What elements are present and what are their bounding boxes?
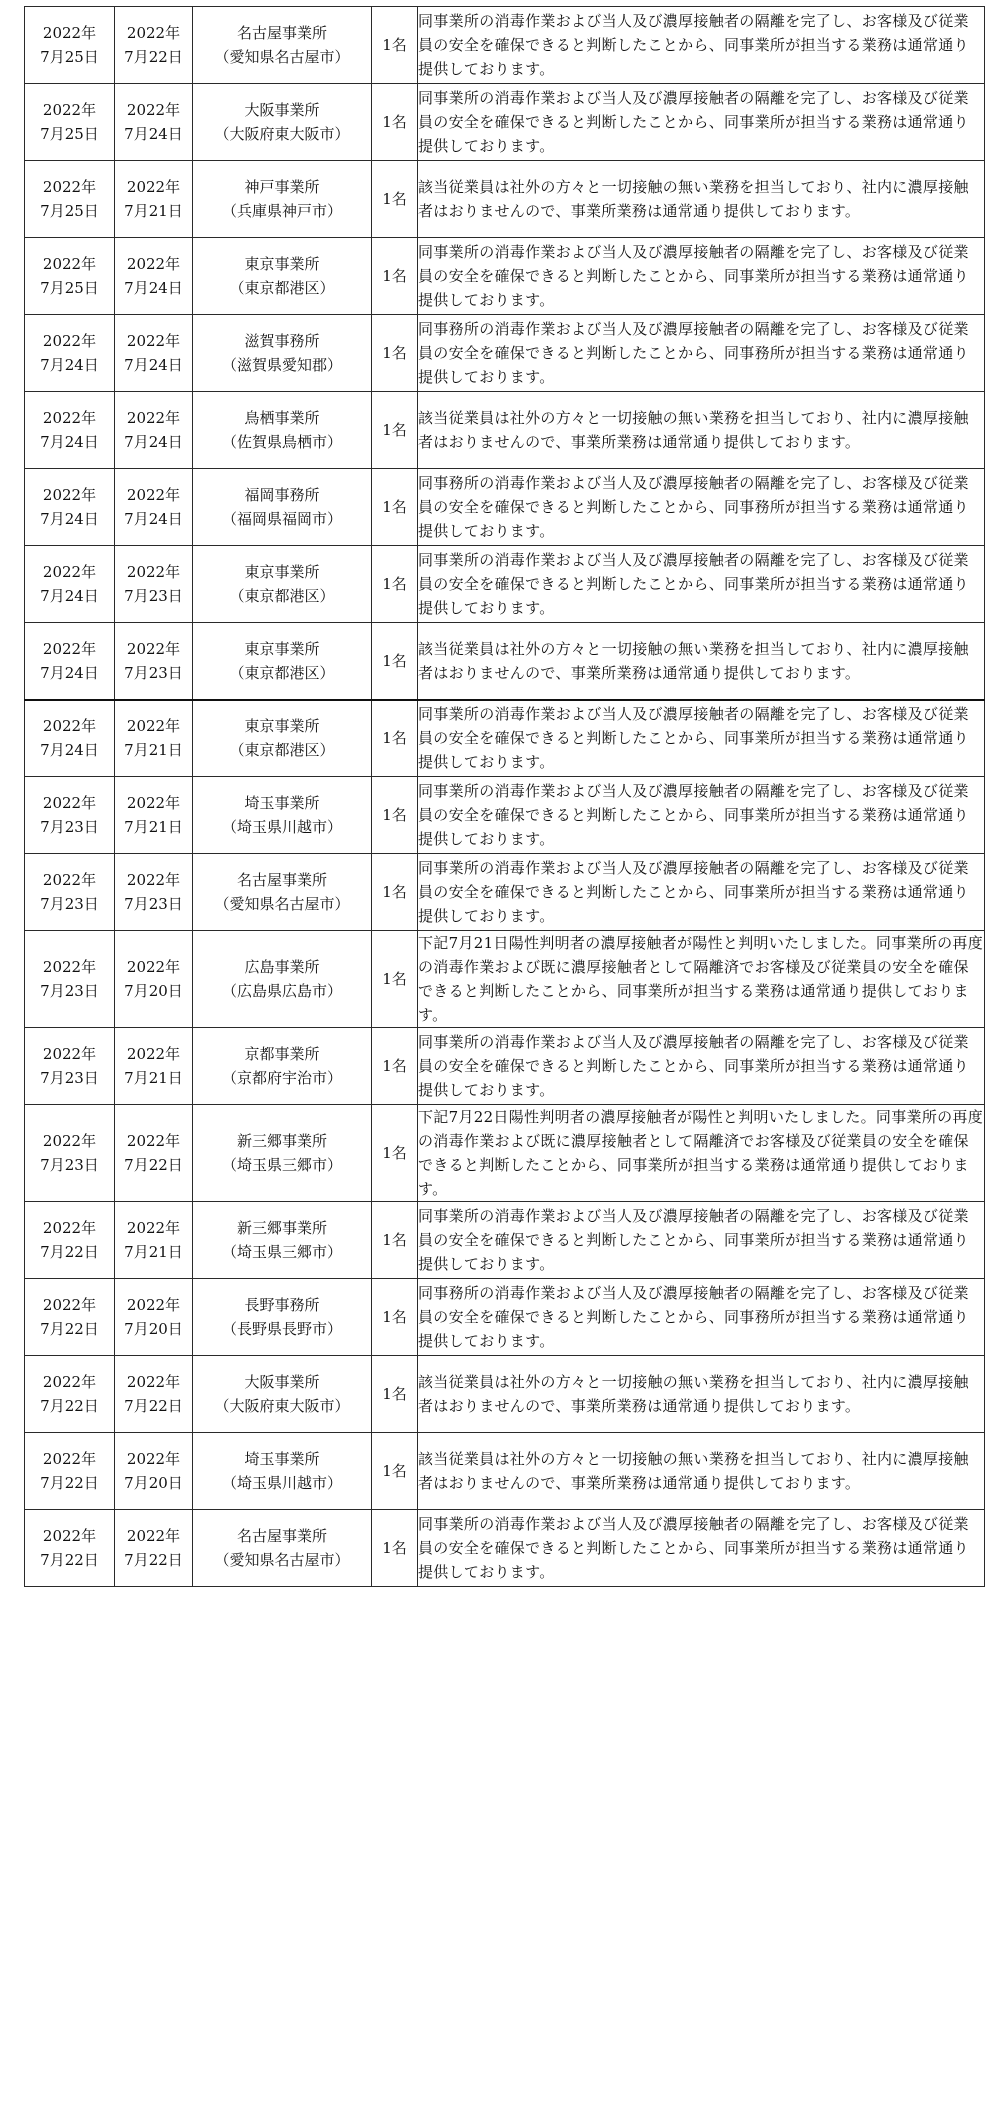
case-row (25, 1356, 985, 1433)
report-date-year: 2022年 (42, 794, 97, 812)
office-name: 新三郷事業所 (236, 1219, 327, 1237)
office-name: 東京事業所 (244, 255, 320, 273)
office-location: （兵庫県神戸市） (221, 202, 342, 220)
report-date-month-day: 7月22日 (40, 1397, 99, 1415)
case-row (25, 1202, 985, 1279)
status-note: 同事務所の消毒作業および当人及び濃厚接触者の隔離を完了し、お客様及び従業員の安全を確保できると判断したことから、同事務所が担当する業務は通常通り提供しております。 (418, 1279, 985, 1356)
case-row (25, 84, 985, 161)
office-location: （東京都港区） (229, 741, 335, 760)
case-count: 1名 (372, 1105, 418, 1202)
onset-date-cell (115, 777, 193, 854)
report-date-year: 2022年 (42, 1219, 97, 1237)
office-cell (193, 854, 372, 931)
onset-date-cell (115, 931, 193, 1028)
office-cell (193, 777, 372, 854)
report-date-month-day: 7月25日 (40, 279, 99, 297)
report-date-year: 2022年 (42, 871, 97, 889)
onset-date-month-day: 7月20日 (124, 982, 183, 1000)
report-date-cell (25, 7, 115, 84)
office-name: 名古屋事業所 (236, 1527, 327, 1545)
report-date-month-day: 7月25日 (40, 202, 99, 220)
onset-date-cell (115, 315, 193, 392)
office-location: （佐賀県鳥栖市） (221, 433, 342, 451)
onset-date-month-day: 7月21日 (124, 741, 183, 760)
office-name: 滋賀事務所 (244, 332, 320, 350)
status-note: 同事業所の消毒作業および当人及び濃厚接触者の隔離を完了し、お客様及び従業員の安全を確保できると判断したことから、同事業所が担当する業務は通常通り提供しております。 (418, 7, 985, 84)
office-location: （愛知県名古屋市） (214, 48, 350, 66)
onset-date-month-day: 7月21日 (124, 202, 183, 220)
office-cell (193, 238, 372, 315)
case-count: 1名 (372, 469, 418, 546)
report-date-month-day: 7月23日 (40, 895, 99, 913)
office-location: （広島県広島市） (221, 982, 342, 1000)
case-row (25, 7, 985, 84)
onset-date-month-day: 7月22日 (124, 1551, 183, 1569)
case-count: 1名 (372, 1433, 418, 1510)
report-date-cell (25, 1279, 115, 1356)
case-count: 1名 (372, 623, 418, 700)
report-date-cell (25, 931, 115, 1028)
office-location: （東京都港区） (229, 279, 335, 297)
case-count: 1名 (372, 1510, 418, 1587)
status-note: 該当従業員は社外の方々と一切接触の無い業務を担当しており、社内に濃厚接触者はおりませんので、事業所業務は通常通り提供しております。 (418, 161, 985, 238)
case-row (25, 1433, 985, 1510)
report-date-cell (25, 1510, 115, 1587)
case-count: 1名 (372, 931, 418, 1028)
onset-date-year: 2022年 (126, 717, 181, 736)
case-row (25, 777, 985, 854)
onset-date-year: 2022年 (126, 1045, 181, 1063)
status-note: 同事業所の消毒作業および当人及び濃厚接触者の隔離を完了し、お客様及び従業員の安全を確保できると判断したことから、同事業所が担当する業務は通常通り提供しております。 (418, 700, 985, 777)
office-cell (193, 1510, 372, 1587)
report-date-month-day: 7月22日 (40, 1243, 99, 1261)
office-name: 大阪事業所 (244, 1373, 320, 1391)
office-name: 東京事業所 (244, 639, 320, 658)
onset-date-cell (115, 1279, 193, 1356)
case-count: 1名 (372, 392, 418, 469)
report-date-cell (25, 1202, 115, 1279)
status-note: 同事業所の消毒作業および当人及び濃厚接触者の隔離を完了し、お客様及び従業員の安全を確保できると判断したことから、同事業所が担当する業務は通常通り提供しております。 (418, 1028, 985, 1105)
report-date-cell (25, 1028, 115, 1105)
case-count: 1名 (372, 854, 418, 931)
case-count: 1名 (372, 1202, 418, 1279)
office-name: 長野事務所 (244, 1296, 320, 1314)
onset-date-year: 2022年 (126, 255, 181, 273)
report-date-month-day: 7月24日 (40, 587, 99, 605)
onset-date-month-day: 7月23日 (124, 895, 183, 913)
status-note: 該当従業員は社外の方々と一切接触の無い業務を担当しており、社内に濃厚接触者はおりませんので、事業所業務は通常通り提供しております。 (418, 392, 985, 469)
onset-date-year: 2022年 (126, 178, 181, 196)
report-date-year: 2022年 (42, 24, 97, 42)
office-location: （大阪府東大阪市） (214, 125, 350, 143)
report-date-month-day: 7月25日 (40, 48, 99, 66)
report-date-year: 2022年 (42, 178, 97, 196)
office-cell (193, 1105, 372, 1202)
onset-date-month-day: 7月22日 (124, 1156, 183, 1174)
status-note: 同事業所の消毒作業および当人及び濃厚接触者の隔離を完了し、お客様及び従業員の安全を確保できると判断したことから、同事業所が担当する業務は通常通り提供しております。 (418, 854, 985, 931)
case-count: 1名 (372, 546, 418, 623)
case-row (25, 1028, 985, 1105)
onset-date-cell (115, 623, 193, 700)
report-date-month-day: 7月23日 (40, 1069, 99, 1087)
report-date-year: 2022年 (42, 332, 97, 350)
office-name: 福岡事務所 (244, 486, 320, 504)
office-location: （愛知県名古屋市） (214, 895, 350, 913)
onset-date-year: 2022年 (126, 563, 181, 581)
office-location: （長野県長野市） (221, 1320, 342, 1338)
report-date-month-day: 7月24日 (40, 741, 99, 760)
office-cell (193, 7, 372, 84)
report-date-cell (25, 84, 115, 161)
report-date-cell (25, 238, 115, 315)
status-note: 該当従業員は社外の方々と一切接触の無い業務を担当しており、社内に濃厚接触者はおりませんので、事業所業務は通常通り提供しております。 (418, 1356, 985, 1433)
status-note: 同事業所の消毒作業および当人及び濃厚接触者の隔離を完了し、お客様及び従業員の安全を確保できると判断したことから、同事業所が担当する業務は通常通り提供しております。 (418, 1202, 985, 1279)
onset-date-month-day: 7月24日 (124, 510, 183, 528)
report-date-cell (25, 1356, 115, 1433)
onset-date-year: 2022年 (126, 1450, 181, 1468)
report-date-year: 2022年 (42, 717, 97, 736)
report-date-year: 2022年 (42, 486, 97, 504)
case-count: 1名 (372, 1279, 418, 1356)
report-date-month-day: 7月22日 (40, 1474, 99, 1492)
case-count: 1名 (372, 777, 418, 854)
status-note: 該当従業員は社外の方々と一切接触の無い業務を担当しており、社内に濃厚接触者はおりませんので、事業所業務は通常通り提供しております。 (418, 623, 985, 700)
case-count: 1名 (372, 1356, 418, 1433)
report-date-year: 2022年 (42, 101, 97, 119)
office-name: 新三郷事業所 (236, 1132, 327, 1150)
onset-date-month-day: 7月21日 (124, 818, 183, 836)
onset-date-cell (115, 7, 193, 84)
office-name: 東京事業所 (244, 563, 320, 581)
office-location: （埼玉県三郷市） (221, 1156, 342, 1174)
office-cell (193, 315, 372, 392)
case-row (25, 546, 985, 623)
report-date-cell (25, 777, 115, 854)
office-name: 名古屋事業所 (236, 24, 327, 42)
onset-date-month-day: 7月23日 (124, 587, 183, 605)
case-row (25, 392, 985, 469)
onset-date-cell (115, 1028, 193, 1105)
office-name: 京都事業所 (244, 1045, 320, 1063)
onset-date-cell (115, 1510, 193, 1587)
onset-date-cell (115, 1105, 193, 1202)
onset-date-month-day: 7月20日 (124, 1320, 183, 1338)
case-count: 1名 (372, 238, 418, 315)
status-note: 同事務所の消毒作業および当人及び濃厚接触者の隔離を完了し、お客様及び従業員の安全を確保できると判断したことから、同事務所が担当する業務は通常通り提供しております。 (418, 315, 985, 392)
report-date-cell (25, 392, 115, 469)
report-date-year: 2022年 (42, 1527, 97, 1545)
onset-date-year: 2022年 (126, 101, 181, 119)
onset-date-year: 2022年 (126, 486, 181, 504)
case-count: 1名 (372, 7, 418, 84)
onset-date-cell (115, 700, 193, 777)
onset-date-month-day: 7月23日 (124, 663, 183, 682)
report-date-year: 2022年 (42, 255, 97, 273)
office-cell (193, 161, 372, 238)
case-count: 1名 (372, 161, 418, 238)
onset-date-year: 2022年 (126, 958, 181, 976)
onset-date-month-day: 7月21日 (124, 1069, 183, 1087)
onset-date-year: 2022年 (126, 332, 181, 350)
onset-date-cell (115, 546, 193, 623)
case-count: 1名 (372, 700, 418, 777)
office-location: （東京都港区） (229, 587, 335, 605)
onset-date-year: 2022年 (126, 871, 181, 889)
report-date-cell (25, 623, 115, 700)
office-location: （滋賀県愛知郡） (221, 356, 342, 374)
status-note: 同事業所の消毒作業および当人及び濃厚接触者の隔離を完了し、お客様及び従業員の安全を確保できると判断したことから、同事業所が担当する業務は通常通り提供しております。 (418, 84, 985, 161)
case-report-table (24, 6, 985, 1587)
onset-date-cell (115, 238, 193, 315)
case-row (25, 238, 985, 315)
onset-date-cell (115, 1356, 193, 1433)
report-date-year: 2022年 (42, 1132, 97, 1150)
onset-date-cell (115, 1202, 193, 1279)
status-note: 該当従業員は社外の方々と一切接触の無い業務を担当しており、社内に濃厚接触者はおりませんので、事業所業務は通常通り提供しております。 (418, 1433, 985, 1510)
case-row (25, 315, 985, 392)
report-date-month-day: 7月24日 (40, 433, 99, 451)
office-cell (193, 1433, 372, 1510)
office-cell (193, 1028, 372, 1105)
office-cell (193, 1202, 372, 1279)
case-row (25, 469, 985, 546)
office-name: 名古屋事業所 (236, 871, 327, 889)
office-location: （愛知県名古屋市） (214, 1551, 350, 1569)
office-name: 埼玉事業所 (244, 1450, 320, 1468)
onset-date-year: 2022年 (126, 24, 181, 42)
onset-date-year: 2022年 (126, 639, 181, 658)
office-cell (193, 392, 372, 469)
report-date-year: 2022年 (42, 1045, 97, 1063)
onset-date-year: 2022年 (126, 794, 181, 812)
case-count: 1名 (372, 1028, 418, 1105)
office-location: （大阪府東大阪市） (214, 1397, 350, 1415)
report-date-year: 2022年 (42, 409, 97, 427)
onset-date-year: 2022年 (126, 1219, 181, 1237)
report-date-cell (25, 546, 115, 623)
case-row (25, 1105, 985, 1202)
report-date-cell (25, 469, 115, 546)
office-name: 神戸事業所 (244, 178, 320, 196)
onset-date-month-day: 7月24日 (124, 125, 183, 143)
office-cell (193, 1356, 372, 1433)
case-row (25, 1279, 985, 1356)
onset-date-month-day: 7月20日 (124, 1474, 183, 1492)
report-date-month-day: 7月23日 (40, 982, 99, 1000)
office-cell (193, 700, 372, 777)
onset-date-cell (115, 84, 193, 161)
office-cell (193, 546, 372, 623)
onset-date-cell (115, 161, 193, 238)
report-date-year: 2022年 (42, 639, 97, 658)
report-date-year: 2022年 (42, 563, 97, 581)
onset-date-month-day: 7月21日 (124, 1243, 183, 1261)
office-location: （福岡県福岡市） (221, 510, 342, 528)
case-row (25, 931, 985, 1028)
report-date-year: 2022年 (42, 1296, 97, 1314)
status-note: 同事務所の消毒作業および当人及び濃厚接触者の隔離を完了し、お客様及び従業員の安全を確保できると判断したことから、同事務所が担当する業務は通常通り提供しております。 (418, 469, 985, 546)
case-report-rows (25, 7, 985, 1587)
report-date-cell (25, 1433, 115, 1510)
report-date-month-day: 7月24日 (40, 510, 99, 528)
office-name: 鳥栖事業所 (244, 409, 320, 427)
case-count: 1名 (372, 84, 418, 161)
onset-date-month-day: 7月24日 (124, 433, 183, 451)
onset-date-year: 2022年 (126, 409, 181, 427)
office-cell (193, 84, 372, 161)
report-date-month-day: 7月23日 (40, 818, 99, 836)
report-date-year: 2022年 (42, 1450, 97, 1468)
case-row (25, 700, 985, 777)
report-date-month-day: 7月22日 (40, 1320, 99, 1338)
office-cell (193, 623, 372, 700)
office-location: （東京都港区） (229, 663, 335, 682)
onset-date-cell (115, 854, 193, 931)
case-row (25, 161, 985, 238)
report-date-cell (25, 161, 115, 238)
onset-date-month-day: 7月24日 (124, 279, 183, 297)
onset-date-month-day: 7月22日 (124, 48, 183, 66)
onset-date-year: 2022年 (126, 1373, 181, 1391)
report-date-month-day: 7月25日 (40, 125, 99, 143)
onset-date-cell (115, 392, 193, 469)
report-date-cell (25, 315, 115, 392)
office-location: （埼玉県川越市） (221, 818, 342, 836)
report-date-cell (25, 700, 115, 777)
report-date-cell (25, 1105, 115, 1202)
case-count: 1名 (372, 315, 418, 392)
office-location: （埼玉県川越市） (221, 1474, 342, 1492)
report-date-month-day: 7月22日 (40, 1551, 99, 1569)
status-note: 下記7月22日陽性判明者の濃厚接触者が陽性と判明いたしました。同事業所の再度の消毒作業および既に濃厚接触者として隔離済でお客様及び従業員の安全を確保できると判断したことから、同事業所が担当する業務は通常通り提供しております。 (418, 1105, 985, 1202)
status-note: 同事業所の消毒作業および当人及び濃厚接触者の隔離を完了し、お客様及び従業員の安全を確保できると判断したことから、同事業所が担当する業務は通常通り提供しております。 (418, 546, 985, 623)
onset-date-year: 2022年 (126, 1296, 181, 1314)
case-row (25, 623, 985, 700)
report-date-year: 2022年 (42, 1373, 97, 1391)
office-name: 大阪事業所 (244, 101, 320, 119)
office-cell (193, 931, 372, 1028)
onset-date-year: 2022年 (126, 1132, 181, 1150)
report-date-month-day: 7月23日 (40, 1156, 99, 1174)
office-name: 埼玉事業所 (244, 794, 320, 812)
status-note: 下記7月21日陽性判明者の濃厚接触者が陽性と判明いたしました。同事業所の再度の消毒作業および既に濃厚接触者として隔離済でお客様及び従業員の安全を確保できると判断したことから、同事業所が担当する業務は通常通り提供しております。 (418, 931, 985, 1028)
onset-date-cell (115, 1433, 193, 1510)
case-row (25, 1510, 985, 1587)
office-location: （埼玉県三郷市） (221, 1243, 342, 1261)
onset-date-year: 2022年 (126, 1527, 181, 1545)
status-note: 同事業所の消毒作業および当人及び濃厚接触者の隔離を完了し、お客様及び従業員の安全を確保できると判断したことから、同事業所が担当する業務は通常通り提供しております。 (418, 777, 985, 854)
report-date-year: 2022年 (42, 958, 97, 976)
report-date-month-day: 7月24日 (40, 356, 99, 374)
office-cell (193, 469, 372, 546)
office-name: 東京事業所 (244, 717, 320, 736)
office-name: 広島事業所 (244, 958, 320, 976)
onset-date-cell (115, 469, 193, 546)
report-date-cell (25, 854, 115, 931)
office-location: （京都府宇治市） (221, 1069, 342, 1087)
onset-date-month-day: 7月22日 (124, 1397, 183, 1415)
status-note: 同事業所の消毒作業および当人及び濃厚接触者の隔離を完了し、お客様及び従業員の安全を確保できると判断したことから、同事業所が担当する業務は通常通り提供しております。 (418, 1510, 985, 1587)
status-note: 同事業所の消毒作業および当人及び濃厚接触者の隔離を完了し、お客様及び従業員の安全を確保できると判断したことから、同事業所が担当する業務は通常通り提供しております。 (418, 238, 985, 315)
case-row (25, 854, 985, 931)
onset-date-month-day: 7月24日 (124, 356, 183, 374)
office-cell (193, 1279, 372, 1356)
report-date-month-day: 7月24日 (40, 663, 99, 682)
